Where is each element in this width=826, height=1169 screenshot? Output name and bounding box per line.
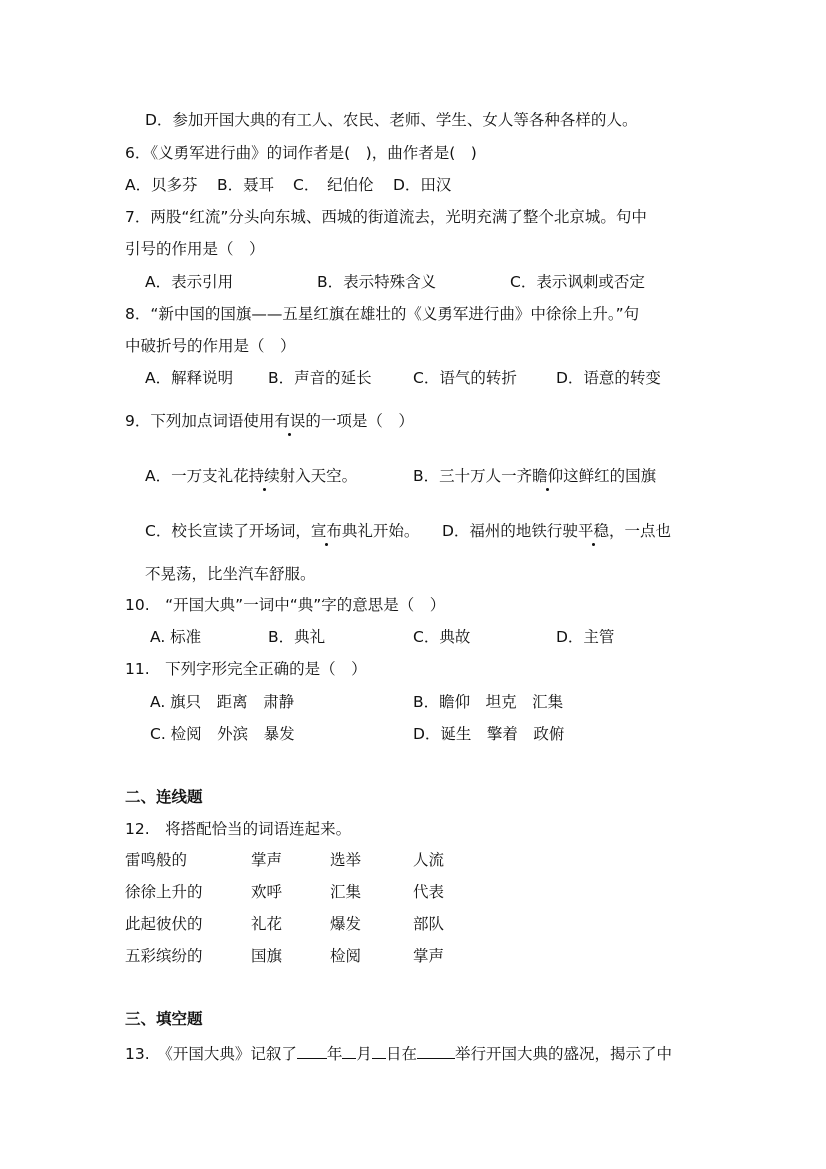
q7-option-a: A．表示引用 [145,273,234,291]
q7-option-c: C．表示讽刺或否定 [510,273,645,291]
q11-option-c: C. 检阅 外滨 暴发 [150,725,295,743]
q8-option-a: A．解释说明 [145,369,234,387]
q13-stem [125,1044,672,1063]
match-cell: 雷鸣般的 [125,851,188,869]
q10-stem: 10. “开国大典”一词中“典”字的意思是（ ） [125,596,446,614]
q8-option-d: D．语意的转变 [556,369,661,387]
match-cell: 国旗 [251,947,283,965]
q9-option-b [413,469,656,485]
match-cell: 汇集 [330,883,362,901]
q10-option-c: C．典故 [413,628,471,646]
q8-stem-line2: 中破折号的作用是（ ） [125,337,296,355]
q12-stem: 12. 将搭配恰当的词语连起来。 [125,820,352,838]
q7-stem-line2: 引号的作用是（ ） [125,240,265,258]
match-cell: 五彩缤纷的 [125,947,203,965]
match-cell: 徐徐上升的 [125,883,203,901]
q8-stem-line1: 8．“新中国的国旗——五星红旗在雄壮的《义勇军进行曲》中徐徐上升。”句 [125,305,640,323]
match-cell: 选举 [330,851,362,869]
q9-option-a-post: 射入天空。 [279,467,358,485]
q11-option-b: B．瞻仰 坦克 汇集 [413,693,564,711]
q9-option-b-post: 这鲜红的国旗 [563,467,657,485]
match-cell: 爆发 [330,915,362,933]
q9-stem [125,414,414,430]
q9-option-c-dotted: 宣布 [310,522,342,540]
q11-option-a: A. 旗只 距离 肃静 [150,693,295,711]
match-cell: 检阅 [330,947,362,965]
q6-option-a: A．贝多芬 [125,176,198,194]
q9-option-d-dotted: 平稳 [577,522,609,540]
q6-option-b: B．聂耳 [217,176,275,194]
q9-option-d-continued: 不晃荡，比坐汽车舒服。 [145,565,316,583]
q6-stem: 6．《义勇军进行曲》的词作者是( )，曲作者是( ) [125,144,477,162]
q6-option-c: C． 纪伯伦 [293,176,374,194]
section2-title: 二、连线题 [125,788,203,806]
match-cell: 掌声 [413,947,445,965]
q10-option-b: B．典礼 [268,628,326,646]
match-cell: 欢呼 [251,883,283,901]
q9-option-b-pre: B．三十万人一齐 [413,467,533,485]
q5-option-d: D．参加开国大典的有工人、农民、老师、学生、女人等各种各样的人。 [145,111,638,129]
blank-day[interactable] [372,1044,386,1059]
q9-option-d-post: ，一点也 [608,522,671,540]
q8-option-c: C．语气的转折 [413,369,517,387]
q13-text-1: 13. 《开国大典》记叙了 [125,1045,297,1063]
match-cell: 礼花 [251,915,283,933]
q9-stem-tail: 的一项是（ ） [305,412,414,430]
match-cell: 人流 [413,851,445,869]
q11-stem: 11. 下列字形完全正确的是（ ） [125,660,367,678]
q9-option-a-pre: A．一万支礼花 [145,467,249,485]
q10-option-a: A. 标准 [150,628,202,646]
section3-title: 三、填空题 [125,1010,203,1028]
q13-text-3: 月 [356,1045,372,1063]
blank-place[interactable] [417,1044,455,1059]
q13-text-4: 日在 [385,1045,417,1063]
q10-option-d: D．主管 [556,628,615,646]
q7-stem-line1: 7．两股“红流”分头向东城、西城的街道流去，光明充满了整个北京城。句中 [125,208,647,226]
q9-option-b-dotted: 瞻仰 [532,467,564,485]
match-cell: 部队 [413,915,445,933]
q9-option-a-dotted: 持续 [248,467,280,485]
q13-text-5: 举行开国大典的盛况，揭示了中 [454,1045,672,1063]
q11-option-d: D．诞生 擎着 政俯 [413,725,565,743]
q9-option-c-pre: C．校长宣读了开场词， [145,522,311,540]
match-cell: 掌声 [251,851,283,869]
q9-option-d-pre: D．福州的地铁行驶 [442,522,578,540]
q7-option-b: B．表示特殊含义 [317,273,437,291]
q13-text-2: 年 [326,1045,343,1063]
blank-year[interactable] [297,1044,327,1059]
q9-stem-text: 9．下列加点词语使用 [125,412,275,430]
q8-option-b: B．声音的延长 [268,369,372,387]
blank-month[interactable] [342,1044,356,1059]
q9-option-d [442,524,671,540]
q9-stem-dotted: 有误 [274,412,306,430]
q6-option-d: D．田汉 [393,176,452,194]
match-cell: 此起彼伏的 [125,915,203,933]
q9-option-c [145,524,419,540]
match-cell: 代表 [413,883,445,901]
q9-option-c-post: 典礼开始。 [341,522,420,540]
q9-option-a [145,469,357,485]
